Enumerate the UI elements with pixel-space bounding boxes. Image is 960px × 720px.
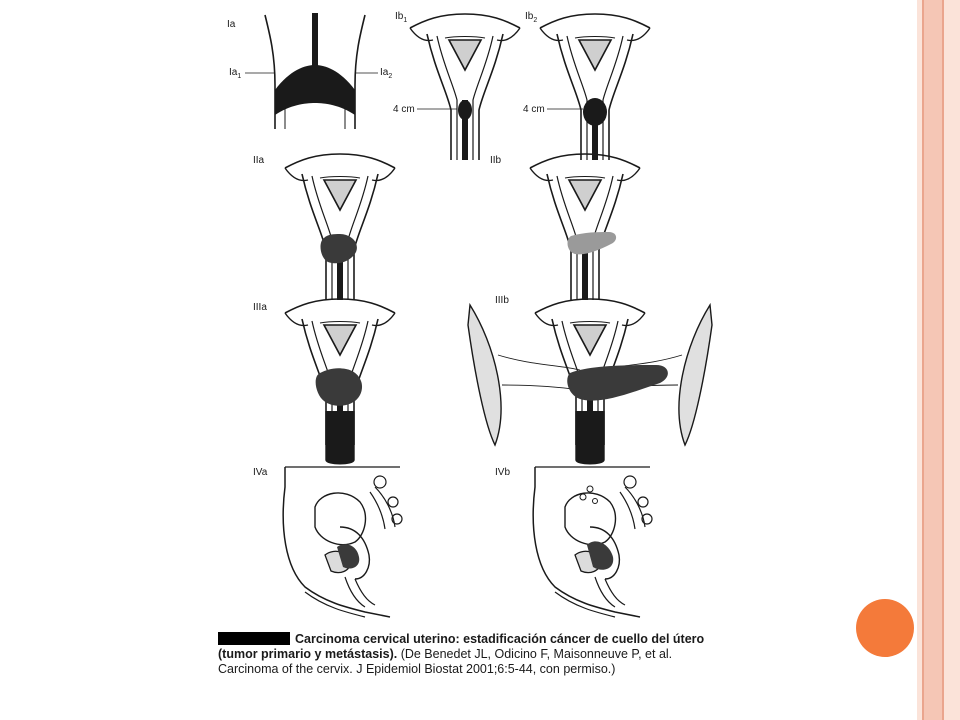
label-ib1-size: 4 cm bbox=[393, 104, 415, 115]
label-ia: Ia bbox=[227, 19, 236, 30]
stage-iia-illustration bbox=[285, 154, 395, 300]
caption-title: Carcinoma cervical uterino: estadificación cáncer de cuello del útero (tumor primario y metástasis). bbox=[218, 632, 705, 661]
stripe-band bbox=[924, 0, 942, 720]
staging-figure bbox=[215, 5, 715, 620]
label-ia1: $Ia_1$ bbox=[229, 67, 242, 80]
stage-ivb-illustration bbox=[533, 467, 652, 617]
label-ib1: $Ib_1$ bbox=[395, 11, 408, 24]
stage-ia-illustration bbox=[265, 13, 365, 129]
label-iia: IIa bbox=[253, 155, 265, 166]
stage-iiib-illustration bbox=[468, 299, 712, 464]
label-iib: IIb bbox=[490, 155, 502, 166]
label-iva: IVa bbox=[253, 467, 268, 478]
label-ib2-size: 4 cm bbox=[523, 104, 545, 115]
label-ivb: IVb bbox=[495, 467, 511, 478]
stripe-inner bbox=[944, 0, 960, 720]
decorative-stripes bbox=[917, 0, 960, 720]
stage-iiia-illustration bbox=[285, 299, 395, 464]
stage-ib2-illustration bbox=[540, 14, 650, 160]
stage-ib1-illustration bbox=[410, 14, 520, 160]
accent-circle bbox=[856, 599, 914, 657]
caption-body: (De Benedet JL, Odicino F, Maisonneuve P, et al. Carcinoma of the cervix. J Epidemiol Biostat 2001;6:5-44, con permiso.) bbox=[218, 647, 673, 676]
redaction-bar bbox=[218, 632, 290, 645]
stage-iib-illustration bbox=[530, 154, 640, 300]
label-ib2: $Ib_2$ bbox=[525, 11, 538, 24]
label-ia2: $Ia_2$ bbox=[380, 67, 393, 80]
stage-iva-illustration bbox=[283, 467, 402, 617]
figure-caption bbox=[218, 632, 710, 677]
label-iiia: IIIa bbox=[253, 302, 267, 313]
label-iiib: IIIb bbox=[495, 295, 509, 306]
